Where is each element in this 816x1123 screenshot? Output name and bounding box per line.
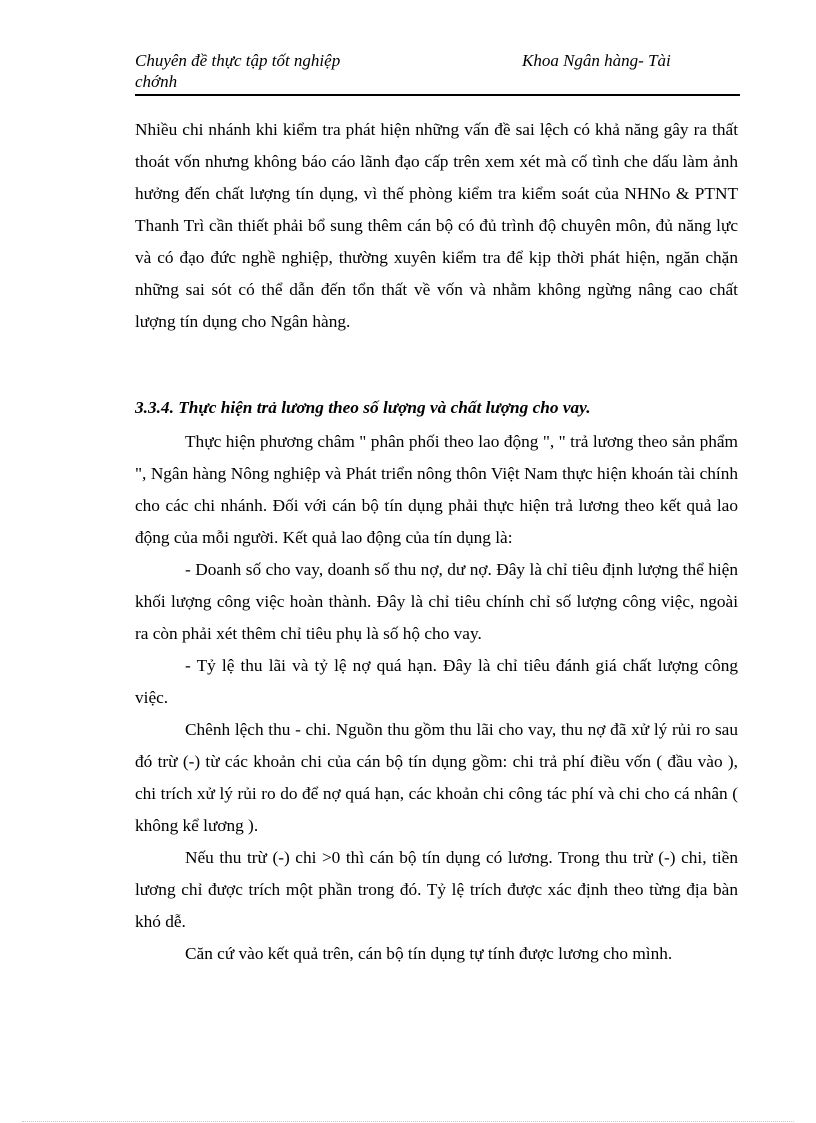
paragraph-interest-ratio: - Tỷ lệ thu lãi và tỷ lệ nợ quá hạn. Đây là chỉ tiêu đánh giá chất lượng công việc. (135, 656, 738, 707)
page-bottom-border (22, 1121, 794, 1122)
paragraph-salary-condition: Nếu thu trừ (-) chi >0 thì cán bộ tín dụng có lương. Trong thu trừ (-) chi, tiền lương chỉ được trích một phần trong đó. Tỷ lệ trích được xác định theo từng địa bàn khó dễ. (135, 848, 738, 931)
paragraph-inspection: Nhiều chi nhánh khi kiểm tra phát hiện những vấn đề sai lệch có khả năng gây ra thất thoát vốn nhưng không báo cáo lãnh đạo cấp trên xem xét mà cố tình che dấu làm ảnh hưởng đến chất lượng tín dụng, vì thế phòng kiểm tra kiểm soát của NHNo & PTNT Thanh Trì cần thiết phải bổ sung thêm cán bộ có đủ trình độ chuyên môn, đủ năng lực và có đạo đức nghề nghiệp, thường xuyên kiểm tra để kịp thời phát hiện, ngăn chặn những sai sót có thể dẫn đến tổn thất về vốn và nhằm không ngừng nâng cao chất lượng tín dụng cho Ngân hàng. (135, 120, 738, 331)
page-body (135, 114, 738, 970)
header-document-title: Chuyên đề thực tập tốt nghiệp (135, 51, 341, 70)
header-faculty: Khoa Ngân hàng- Tài (522, 51, 671, 70)
paragraph-income-expense: Chênh lệch thu - chi. Nguồn thu gồm thu lãi cho vay, thu nợ đã xử lý rủi ro sau đó trừ (-) từ các khoản chi của cán bộ tín dụng gồm: chi trả phí điều vốn ( đầu vào ), chi trích xử lý rủi ro do để nợ quá hạn, các khoản chi công tác phí và chi cho cá nhân ( không kể lương ). (135, 720, 738, 835)
section-heading: 3.3.4. Thực hiện trả lương theo số lượng và chất lượng cho vay. (135, 398, 591, 417)
page-header (135, 48, 740, 96)
paragraph-loan-volume: - Doanh số cho vay, doanh số thu nợ, dư nợ. Đây là chỉ tiêu định lượng thể hiện khối lượng công việc hoàn thành. Đây là chỉ tiêu chính chỉ số lượng công việc, ngoài ra còn phải xét thêm chỉ tiêu phụ là số hộ cho vay. (135, 560, 738, 643)
paragraph-salary-policy: Thực hiện phương châm " phân phối theo lao động ", " trả lương theo sản phẩm ", Ngân hàng Nông nghiệp và Phát triển nông thôn Việt Nam thực hiện khoán tài chính cho các chi nhánh. Đối với cán bộ tín dụng phải thực hiện trả lương theo kết quả lao động của mỗi người. Kết quả lao động của tín dụng là: (135, 432, 738, 547)
paragraph-salary-calculation: Căn cứ vào kết quả trên, cán bộ tín dụng tự tính được lương cho mình. (185, 944, 673, 963)
header-faculty-continuation: chớnh (135, 72, 178, 91)
